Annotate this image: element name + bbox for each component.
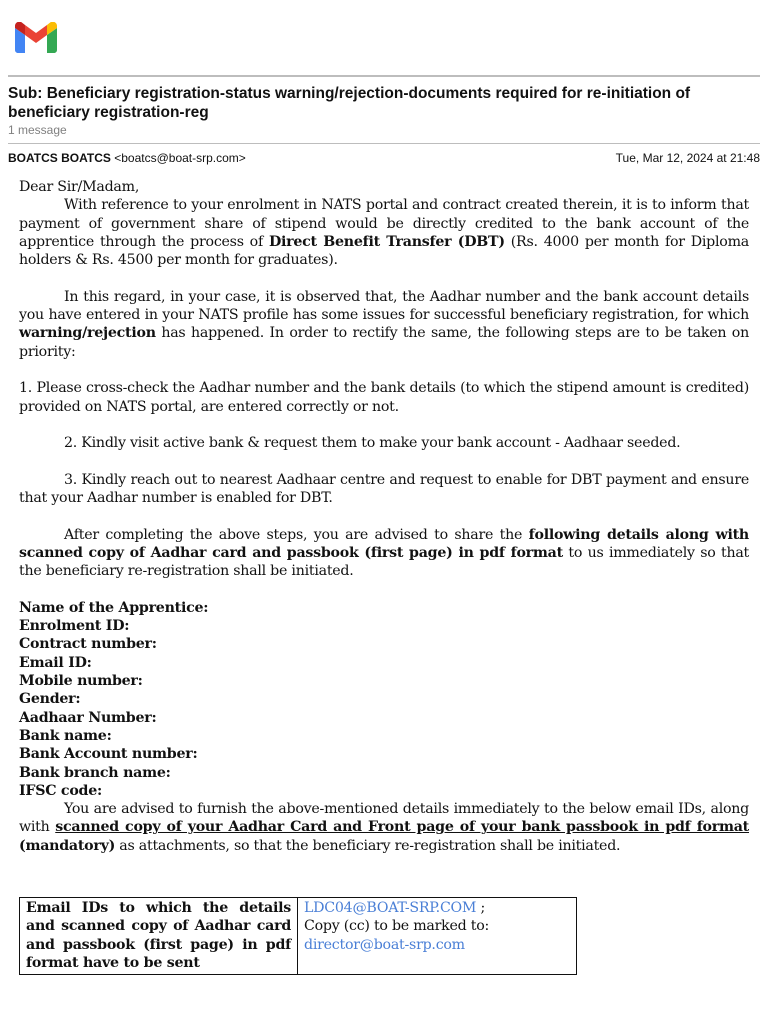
step-2: 2. Kindly visit active bank & request them to make your bank account - Aadhaar seeded.	[64, 435, 681, 452]
cc-email-link[interactable]: director@boat-srp.com	[304, 936, 465, 953]
contact-table-label: Email IDs to which the details and scanned copy of Aadhar card and passbook (first page) in pdf format have to be sent	[20, 898, 298, 975]
field-gender: Gender:	[19, 691, 81, 708]
contact-table-emails	[298, 898, 577, 975]
paragraph-issue: In this regard, in your case, it is observed that, the Aadhar number and the bank account details you have entered in your NATS profile has some issues for successful beneficiary registration, for which warning/rejection has happened. In order to rectify the same, the following steps are to be taken on priority:	[19, 288, 749, 360]
sender-name: BOATCS BOATCS	[8, 151, 111, 165]
step-1: 1. Please cross-check the Aadhar number and the bank details (to which the stipend amount is credited) provided on NATS portal, are entered correctly or not.	[19, 380, 749, 415]
cc-label: Copy (cc) to be marked to:	[304, 918, 490, 935]
primary-email-link[interactable]: LDC04@BOAT-SRP.COM	[304, 900, 477, 916]
field-aadhaar-number: Aadhaar Number:	[19, 709, 157, 726]
field-ifsc-code: IFSC code:	[19, 782, 102, 799]
step-3: 3. Kindly reach out to nearest Aadhaar centre and request to enable for DBT payment and ensure that your Aadhar number is enabled for DBT.	[19, 471, 749, 507]
email-separator: ;	[476, 900, 485, 916]
email-body	[19, 178, 749, 855]
field-enrolment-id: Enrolment ID:	[19, 618, 130, 635]
gmail-logo-icon	[15, 22, 57, 53]
greeting: Dear Sir/Madam,	[19, 179, 140, 195]
email-date: Tue, Mar 12, 2024 at 21:48	[615, 151, 760, 165]
contact-table	[19, 897, 577, 975]
field-bank-branch-name: Bank branch name:	[19, 764, 171, 781]
message-count: 1 message	[8, 123, 67, 137]
header-divider	[8, 75, 760, 77]
sender-row	[8, 151, 760, 165]
field-mobile-number: Mobile number:	[19, 673, 143, 690]
sender-email[interactable]: <boatcs@boat-srp.com>	[114, 151, 246, 165]
paragraph-dbt: With reference to your enrolment in NATS portal and contract created therein, it is to inform that payment of government share of stipend would be directly credited to the bank account of the apprentice through the process of Direct Benefit Transfer (DBT) (Rs. 4000 per month for Diploma holders & Rs. 4500 per month for graduates).	[19, 197, 749, 269]
subject-divider	[8, 143, 760, 144]
field-contract-number: Contract number:	[19, 636, 157, 653]
paragraph-share-details: After completing the above steps, you are advised to share the following details along with scanned copy of Aadhar card and passbook (first page) in pdf format to us immediately so that the beneficiary re-registration shall be initiated.	[19, 526, 749, 580]
field-email-id: Email ID:	[19, 654, 92, 671]
field-bank-account-number: Bank Account number:	[19, 746, 198, 763]
field-name: Name of the Apprentice:	[19, 599, 209, 616]
field-bank-name: Bank name:	[19, 727, 112, 744]
email-subject: Sub: Beneficiary registration-status warning/rejection-documents required for re-initiation of beneficiary registration-reg	[8, 85, 691, 121]
paragraph-furnish: You are advised to furnish the above-mentioned details immediately to the below email IDs, along with scanned copy of your Aadhar Card and Front page of your bank passbook in pdf format (mandatory) as attachments, so that the beneficiary re-registration shall be initiated.	[19, 801, 749, 854]
